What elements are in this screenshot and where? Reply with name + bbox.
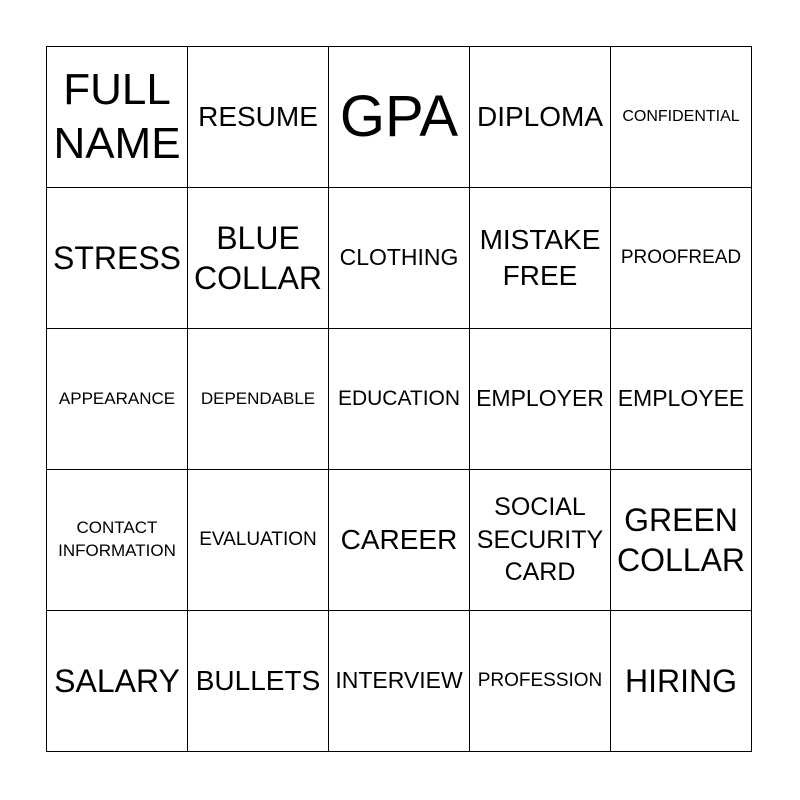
bingo-cell-social-security-card [470,470,611,611]
bingo-cell-label: STRESS [52,240,182,276]
bingo-cell-employee [611,329,752,470]
bingo-cell-gpa [329,47,470,188]
bingo-cell-resume [188,47,329,188]
bingo-cell-appearance [47,329,188,470]
bingo-cell-mistake-free [470,188,611,329]
bingo-card-grid [46,46,752,752]
bingo-cell-label: HIRING [625,663,737,699]
bingo-cell-contact-information [47,470,188,611]
bingo-cell-full-name [47,47,188,188]
bingo-cell-diploma [470,47,611,188]
bingo-cell-label: SALARY [54,663,180,699]
bingo-cell-education [329,329,470,470]
bingo-cell-label: BULLETS [195,664,321,696]
bingo-cell-label: MISTAKE FREE [479,223,601,291]
bingo-cell-label: BLUE COLLAR [193,220,323,296]
bingo-cell-career [329,470,470,611]
bingo-cell-confidential [611,47,752,188]
bingo-cell-dependable [188,329,329,470]
bingo-cell-clothing [329,188,470,329]
bingo-cell-blue-collar [188,188,329,329]
bingo-cell-label: EDUCATION [337,387,461,411]
bingo-cell-hiring [611,611,752,752]
bingo-cell-label: CLOTHING [339,244,459,271]
bingo-cell-label: EMPLOYER [476,385,604,412]
bingo-cell-profession [470,611,611,752]
bingo-cell-label: APPEARANCE [58,388,176,408]
bingo-cell-salary [47,611,188,752]
bingo-cell-label: RESUME [198,100,318,132]
bingo-cell-label: DIPLOMA [476,100,604,132]
bingo-cell-label: PROFESSION [477,669,603,691]
bingo-cell-label: PROOFREAD [620,246,742,268]
bingo-cell-interview [329,611,470,752]
bingo-cell-label: CAREER [340,523,458,555]
bingo-cell-bullets [188,611,329,752]
bingo-cell-proofread [611,188,752,329]
bingo-cell-label: EMPLOYEE [617,385,745,412]
bingo-cell-label: INTERVIEW [335,667,463,694]
bingo-cell-label: SOCIAL SECURITY CARD [476,493,604,587]
bingo-cell-evaluation [188,470,329,611]
bingo-cell-stress [47,188,188,329]
bingo-cell-label: GREEN COLLAR [616,502,746,578]
bingo-cell-label: GPA [339,84,459,149]
bingo-cell-label: DEPENDABLE [200,388,316,408]
bingo-cell-label: CONFIDENTIAL [622,107,740,125]
bingo-cell-label: FULL NAME [53,64,181,168]
bingo-cell-label: EVALUATION [199,528,317,550]
bingo-cell-label: CONTACT INFORMATION [58,518,176,560]
bingo-cell-green-collar [611,470,752,611]
bingo-cell-employer [470,329,611,470]
